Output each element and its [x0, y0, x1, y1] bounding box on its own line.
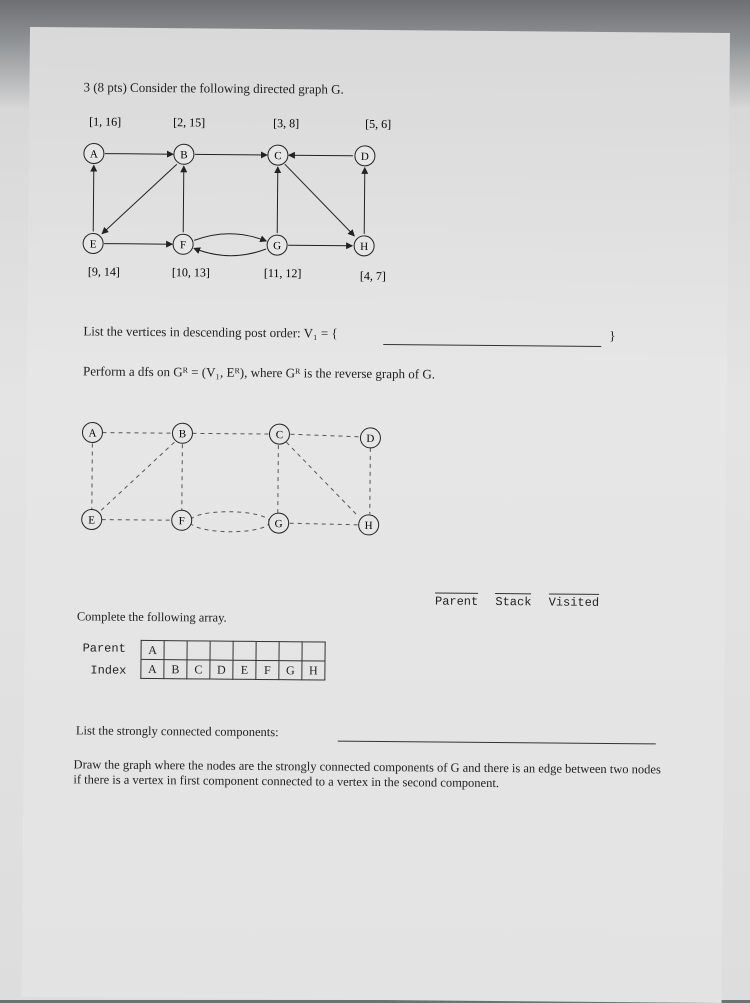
dashed-edge-b-e: [100, 442, 175, 513]
edge-g-h: [288, 245, 352, 246]
interval-a: [1, 16]: [89, 114, 122, 129]
dfs-legend: [435, 595, 609, 611]
dashed-edge-b-f: [182, 444, 183, 510]
interval-e: [9, 14]: [87, 264, 120, 279]
dashed-edge-c-h: [286, 442, 359, 516]
svg-text:B: B: [180, 149, 188, 162]
dashed-edge-e-f: [102, 520, 170, 521]
node-d: [355, 146, 375, 166]
worksheet-page: [22, 27, 730, 1003]
dashed-edge-f-g: [190, 511, 270, 532]
legend-visited: Visited: [548, 595, 600, 610]
edge-e-a: [93, 166, 94, 232]
post-order-answer-blank[interactable]: [383, 344, 601, 347]
node-g: [267, 235, 287, 255]
parent-cell-e[interactable]: [233, 641, 256, 660]
interval-d: [5, 6]: [365, 116, 392, 132]
index-row: [141, 659, 325, 680]
rnode-h: [359, 515, 379, 535]
index-row-label: Index: [90, 663, 127, 678]
rnode-g: [269, 513, 289, 533]
edge-f-b: [183, 166, 184, 232]
dashed-edge-g-h: [290, 523, 358, 525]
dashed-edge-a-b: [102, 433, 170, 434]
edge-e-f: [104, 244, 172, 245]
question-title: 3 (8 pts) Consider the following directed graph G.: [83, 79, 344, 97]
parent-cell-b[interactable]: [164, 641, 187, 660]
index-cell-h: H: [302, 661, 325, 680]
reverse-graph-workspace: [65, 407, 406, 550]
scc-prompt: List the strongly connected components:: [75, 723, 279, 740]
post-order-close-brace: }: [609, 328, 616, 344]
complete-array-prompt: Complete the following array.: [76, 609, 227, 625]
parent-cell-c[interactable]: [187, 641, 210, 660]
svg-text:A: A: [88, 427, 97, 440]
index-cell-e: E: [233, 660, 256, 679]
svg-text:F: F: [178, 515, 185, 528]
dashed-edge-d-h: [370, 448, 371, 514]
parent-index-array: [140, 640, 325, 681]
node-b: [174, 144, 194, 164]
dashed-edge-b-c: [192, 433, 268, 434]
svg-text:D: D: [360, 150, 369, 163]
interval-b: [2, 15]: [173, 115, 206, 130]
post-order-prompt: List the vertices in descending post order: V₁ = {: [83, 323, 338, 341]
edge-d-c: [289, 155, 353, 156]
svg-text:H: H: [364, 519, 373, 532]
node-a: [84, 143, 104, 163]
index-cell-a: A: [141, 659, 164, 678]
index-cell-f: F: [256, 660, 279, 679]
svg-text:A: A: [89, 148, 98, 161]
interval-f: [10, 13]: [171, 265, 210, 280]
parent-row: [141, 640, 325, 661]
svg-text:C: C: [274, 150, 282, 163]
index-cell-d: D: [210, 660, 233, 679]
svg-text:H: H: [360, 240, 369, 253]
edge-b-e: [102, 164, 177, 235]
node-h: [354, 236, 374, 256]
rnode-b: [172, 423, 192, 443]
legend-parent: Parent: [434, 594, 479, 609]
parent-cell-a[interactable]: A: [141, 640, 164, 659]
edge-h-d: [364, 168, 365, 234]
parent-row-label: Parent: [82, 641, 126, 656]
node-f: [173, 234, 193, 254]
dashed-edge-a-e: [92, 444, 93, 510]
interval-h: [4, 7]: [359, 268, 386, 284]
edge-a-b: [105, 154, 173, 155]
node-e: [83, 233, 103, 253]
svg-text:G: G: [273, 240, 282, 253]
svg-text:C: C: [275, 429, 284, 442]
scc-answer-blank[interactable]: [338, 741, 656, 745]
rnode-e: [82, 509, 102, 529]
edge-c-h: [284, 164, 355, 236]
edge-g-f: [194, 248, 266, 256]
edge-b-c: [195, 154, 267, 155]
index-cell-g: G: [279, 661, 302, 680]
parent-cell-d[interactable]: [210, 641, 233, 660]
dashed-edge-c-d: [290, 434, 360, 437]
rnode-d: [360, 428, 380, 448]
parent-cell-f[interactable]: [256, 641, 279, 660]
index-cell-c: C: [187, 660, 210, 679]
svg-text:D: D: [366, 432, 375, 445]
dfs-prompt: Perform a dfs on Gᴿ = (V₁, Eᴿ), where Gᴿ is the reverse graph of G.: [82, 363, 436, 382]
svg-text:F: F: [179, 239, 187, 252]
rnode-c: [269, 424, 289, 444]
node-c: [268, 145, 288, 165]
directed-graph-g: [68, 113, 430, 306]
dashed-edge-c-g: [278, 445, 279, 513]
rnode-f: [172, 510, 192, 530]
svg-text:B: B: [178, 428, 187, 441]
legend-stack: Stack: [495, 595, 532, 610]
edge-f-g: [194, 233, 266, 241]
svg-text:G: G: [274, 518, 283, 531]
rnode-a: [82, 422, 102, 442]
interval-g: [11, 12]: [263, 265, 302, 281]
svg-text:E: E: [89, 238, 97, 251]
edge-g-c: [277, 167, 278, 233]
draw-graph-prompt: Draw the graph where the nodes are the strongly connected components of G and there is an edge between two nodes if there is a vertex in first component connected to a vertex in the second component.: [73, 757, 661, 791]
interval-c: [3, 8]: [273, 116, 300, 131]
index-cell-b: B: [164, 660, 187, 679]
svg-text:E: E: [88, 514, 96, 527]
parent-cell-h[interactable]: [302, 642, 325, 661]
parent-cell-g[interactable]: [279, 642, 302, 661]
